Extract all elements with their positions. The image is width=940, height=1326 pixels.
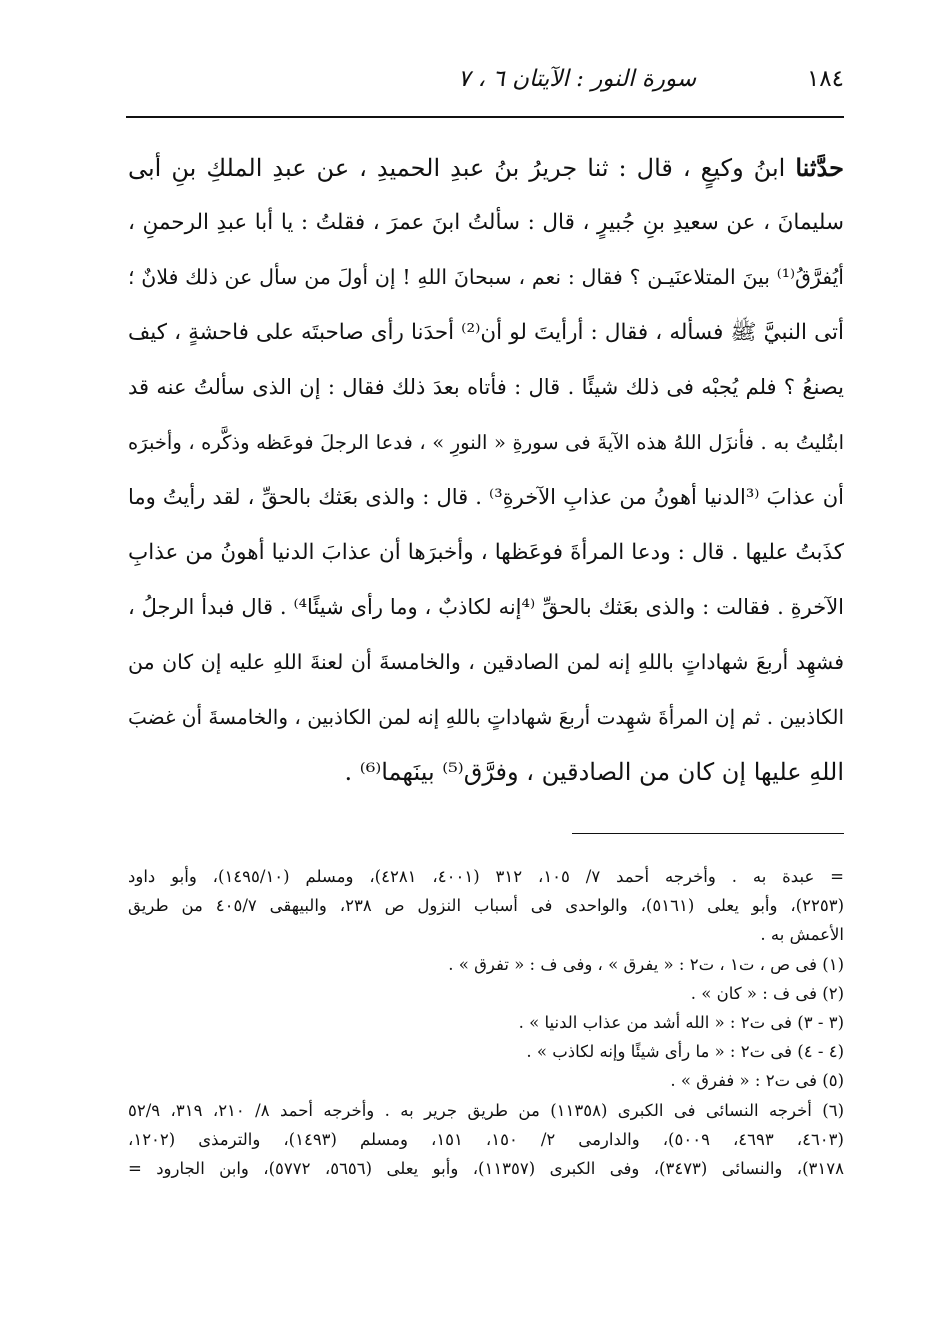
page-number: ١٨٤: [806, 66, 844, 92]
main-text-line: اللهِ عليها إن كان من الصادقين ، وفرَّق⁽⁵⁾ بينَهما⁽⁶⁾ .: [344, 758, 844, 786]
footnote-line: (٤ - ٤) فى ت٢ : « ما رأى شيئًا وإنه لكاذب » .: [526, 1042, 844, 1062]
footnote-line: ٣١٧٨)، والنسائى (٣٤٧٣)، وفى الكبرى (١١٣٥٧)، وأبو يعلى (٥٦٥٦، ٥٧٧٢)، وابن الجارود =: [128, 1158, 844, 1178]
footnote-line: (٥) فى ت٢ : « ففرق » .: [670, 1071, 844, 1091]
header-rule: [126, 116, 844, 118]
lead-word: حدَّثنا: [795, 153, 844, 182]
main-text-line: كذَبتُ عليها . قال : ودعا المرأةَ فوعَظها ، وأخبرَها أن عذابَ الدنيا أهونُ من عذابِ: [128, 540, 844, 565]
footnote-line: (٤٦٠٣، ٤٦٩٣، ٥٠٠٩)، والدارمى ٢/ ١٥٠، ١٥١، ومسلم (١٤٩٣)، والترمذى (١٢٠٢،: [128, 1129, 844, 1149]
main-text: [128, 140, 844, 800]
page-header: [128, 66, 844, 92]
main-text-line: أن عذابَ ⁽³الدنيا أهونُ من عذابِ الآخرةِ³⁾ . قال : والذى بعَثك بالحقِّ ، لقد رأيتُ وما: [128, 485, 844, 509]
footnote-line: (١) فى ص ، ت١ ، ت٢ : « يفرق » ، وفى ف : « تفرق » .: [448, 954, 844, 974]
footnote-line: الأعمش به .: [760, 925, 844, 945]
main-text-line-rest: ابنُ وكيعٍ ، قال : ثنا جريرُ بنُ عبدِ الحميدِ ، عن عبدِ الملكِ بنِ أبى: [128, 154, 786, 182]
main-text-line: [128, 140, 844, 195]
running-title: سورة النور : الآيتان ٦ ، ٧: [458, 66, 697, 92]
main-text-line: الكاذبين . ثم إن المرأةَ شهِدت أربعَ شهاداتٍ باللهِ إنه لمن الكاذبين ، والخامسةَ أن غضبَ: [128, 705, 844, 729]
footnote-line: (٣ - ٣) فى ت٢ : « الله أشد من عذاب الدنيا » .: [518, 1012, 844, 1032]
footnote-separator: [572, 833, 844, 834]
footnote-line: = عبدة به . وأخرجه أحمد ٧/ ١٠٥، ٣١٢ (٤٠٠١، ٤٢٨١)، ومسلم (١٤٩٥/١٠)، وأبو داود: [128, 867, 844, 886]
main-text-line: أيُفرَّقُ⁽¹⁾ بينَ المتلاعنَيـن ؟ فقال : نعم ، سبحانَ اللهِ ! إن أولَ من سأل عن ذلك فلانٌ ؛: [128, 265, 844, 289]
footnote-line: (٢) فى ف : « كان » .: [690, 983, 844, 1003]
main-text-line: أتى النبيَّ ﷺ فسأله ، فقال : أرأيتَ لو أن⁽²⁾ أحدَنا رأى صاحبتَه على فاحشةٍ ، كيف: [128, 320, 844, 345]
footnote-line: (٦) أخرجه النسائى فى الكبرى (١١٣٥٨) من طريق جرير به . وأخرجه أحمد ٨/ ٢١٠، ٣١٩، ٥٢/٩: [128, 1100, 844, 1120]
main-text-line: يصنعُ ؟ فلم يُجبْه فى ذلك شيئًا . قال : فأتاه بعدَ ذلك فقال : إن الذى سألتُ عنه قد: [128, 375, 844, 399]
footnote-line: (٢٢٥٣)، وأبو يعلى (٥١٦١)، والواحدى فى أسباب النزول ص ٢٣٨، والبيهقى ٤٠٥/٧ من طريق: [128, 896, 844, 916]
main-text-line: ابتُليتُ به . فأنزَل اللهُ هذه الآيةَ فى سورةِ « النورِ » ، فدعا الرجلَ فوعَظه وذكَّره ، وأخبرَه: [128, 431, 844, 454]
main-text-line: فشهِد أربعَ شهاداتٍ باللهِ إنه لمن الصادقين ، والخامسةَ أن لعنةَ اللهِ عليه إن كان من: [128, 650, 844, 674]
footnotes: [128, 862, 844, 1183]
main-text-line: الآخرةِ . فقالت : والذى بعَثك بالحقِّ ⁽⁴إنه لكاذبٌ ، وما رأى شيئًا⁴⁾ . قال فبدأ الرجلُ ،: [128, 595, 844, 619]
main-text-line: سليمانَ ، عن سعيدِ بنِ جُبيرٍ ، قال : سألتُ ابنَ عمرَ ، فقلتُ : يا أبا عبدِ الرحمنِ ،: [128, 210, 844, 235]
